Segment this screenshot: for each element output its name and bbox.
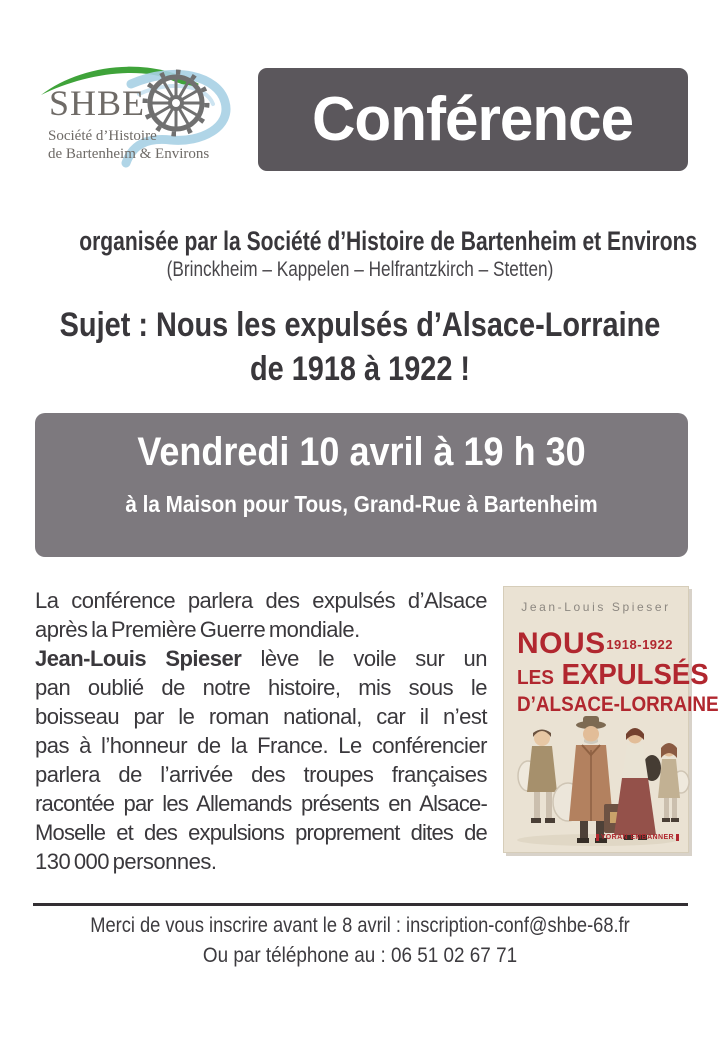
description-line: pas à l’honneur de la France. Le conférencier	[35, 733, 487, 758]
organizer-line: organisée par la Société d’Histoire de Bartenheim et Environs	[79, 226, 698, 256]
organizer-villages-line: (Brinckheim – Kappelen – Helfrantzkirch – Stetten)	[166, 258, 554, 281]
description-text	[35, 586, 487, 876]
subject-title	[54, 303, 666, 391]
description-line: La conférence parlera des expulsés d’Alsace	[35, 588, 487, 613]
book-author: Jean-Louis Spieser	[521, 600, 671, 614]
description-line: après la Première Guerre mondiale.	[35, 617, 360, 642]
woman-figure	[614, 728, 661, 840]
book-years: 1918-1922	[606, 637, 673, 652]
book-cover	[503, 586, 719, 853]
description-line: parlera de l’arrivée des troupes françaises	[35, 762, 487, 787]
footer-registration-line: Merci de vous inscrire avant le 8 avril : inscription-conf@shbe-68.fr	[90, 914, 630, 937]
shbe-logo	[35, 50, 250, 175]
description-line: 130 000 personnes.	[35, 849, 217, 874]
event-datetime: Vendredi 10 avril à 19 h 30	[137, 430, 586, 474]
subject-line2: de 1918 à 1922 !	[249, 350, 471, 388]
conference-banner-label: Conférence	[312, 85, 634, 154]
book-title-line1: NOUS	[517, 627, 606, 660]
book-title-line2: LES EXPULSÉS	[517, 659, 709, 691]
description-line-speaker: Jean-Louis Spieser lève le voile sur un	[35, 646, 487, 671]
subject-line1: Sujet : Nous les expulsés d’Alsace-Lorraine	[59, 306, 661, 344]
conference-banner	[258, 68, 688, 171]
description-line: pan oublié de notre histoire, mis sous le	[35, 675, 487, 700]
footer-phone-line: Ou par téléphone au : 06 51 02 67 71	[202, 944, 518, 967]
event-venue: à la Maison pour Tous, Grand-Rue à Bartenheim	[125, 491, 598, 517]
girl-figure	[658, 743, 689, 822]
book-title-line3: D’ALSACE-LORRAINE	[517, 693, 719, 716]
logo-subtitle-line1: Société d’Histoire	[48, 128, 157, 144]
logo-acronym: SHBE	[49, 83, 146, 123]
publisher-mark: YORAN EMBANNER	[596, 834, 679, 841]
refugee-family-illustration	[504, 708, 690, 848]
logo-subtitle-line2: de Bartenheim & Environs	[48, 146, 210, 162]
description-line: Moselle et des expulsions proprement dites de	[35, 820, 487, 845]
description-line: boisseau par le roman national, car il n’est	[35, 704, 487, 729]
speaker-name: Jean-Louis Spieser	[35, 646, 242, 671]
description-line: racontée par les Allemands présents en Alsace-	[35, 791, 487, 816]
footer-divider	[33, 903, 688, 906]
event-details-box	[35, 413, 688, 557]
boy-figure	[518, 730, 557, 824]
